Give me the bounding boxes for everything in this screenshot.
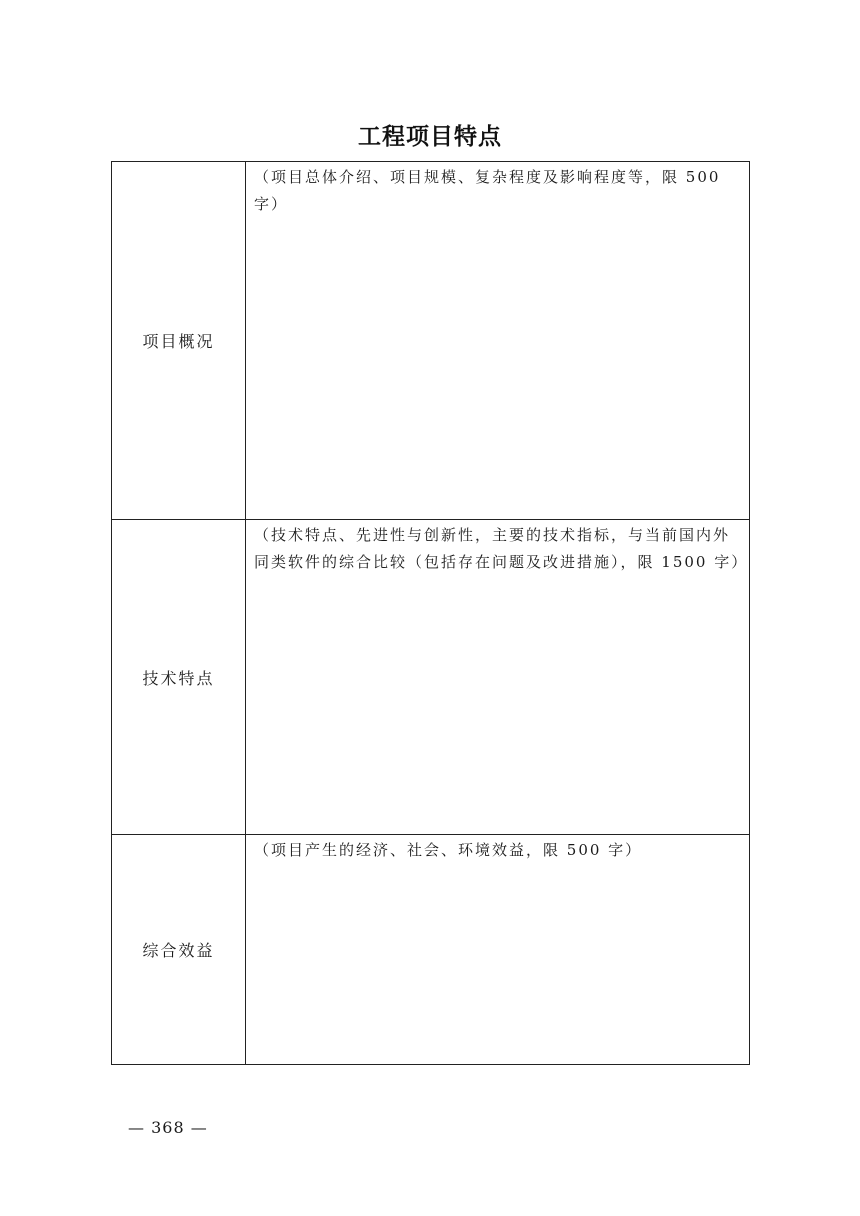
page-number: — 368 — <box>128 1118 208 1137</box>
page-title: 工程项目特点 <box>358 124 502 150</box>
hint-technical: （技术特点、先进性与创新性，主要的技术指标，与当前国内外同类软件的综合比较（包括存在问题及改进措施），限 1500 字） <box>254 526 749 571</box>
hint-benefits: （项目产生的经济、社会、环境效益，限 500 字） <box>254 841 643 859</box>
project-features-table <box>111 161 750 1065</box>
row-label-overview: 项目概况 <box>112 162 246 520</box>
content-cell-overview[interactable] <box>246 162 750 520</box>
row-label-benefits: 综合效益 <box>112 835 246 1065</box>
row-label-technical: 技术特点 <box>112 520 246 835</box>
table-row-technical <box>112 520 750 835</box>
table-row-benefits <box>112 835 750 1065</box>
content-cell-benefits[interactable] <box>246 835 750 1065</box>
table-row-overview <box>112 162 750 520</box>
hint-overview: （项目总体介绍、项目规模、复杂程度及影响程度等，限 500 字） <box>254 168 721 213</box>
content-cell-technical[interactable] <box>246 520 750 835</box>
